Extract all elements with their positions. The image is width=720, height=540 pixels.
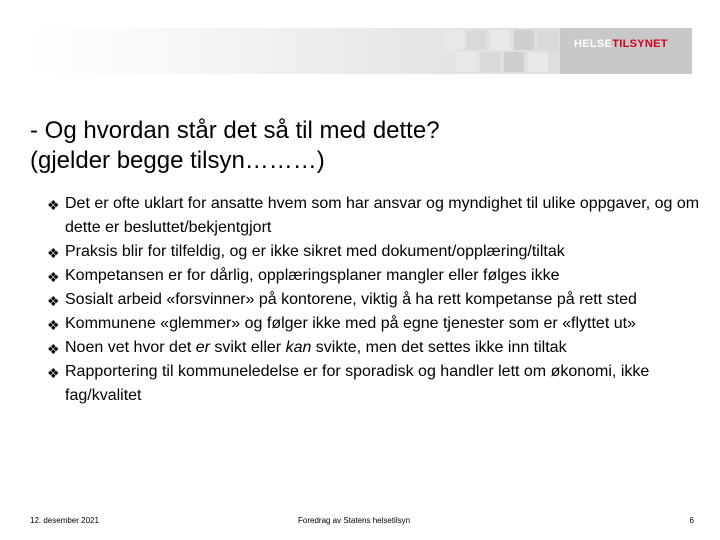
bullet-item: ❖ Rapportering til kommuneledelse er for sporadisk og handler lett om økonomi, ikke fag/kvalitet: [47, 363, 650, 404]
slide-title-line-1: - Og hvordan står det så til med dette?: [30, 117, 440, 144]
bullet-item: ❖ Det er ofte uklart for ansatte hvem som har ansvar og myndighet til ulike oppgaver, og om dette er besluttet/bekjentgjort: [47, 195, 700, 236]
bullet-list: [47, 192, 707, 408]
diamond-bullet-icon: ❖: [47, 365, 60, 381]
bullet-item: ❖ Kompetansen er for dårlig, opplæringsplaner mangler eller følges ikke: [47, 264, 707, 288]
slide-title-line-2: (gjelder begge tilsyn………): [30, 147, 325, 174]
helsetilsynet-logo: [560, 28, 692, 74]
diamond-bullet-icon: ❖: [47, 197, 60, 213]
logo-tagline: ...: [574, 53, 579, 59]
header-decoration: [440, 28, 560, 74]
diamond-bullet-icon: ❖: [47, 293, 60, 309]
logo-name: HELSETILSYNET: [574, 38, 668, 50]
slide-title: [30, 116, 690, 176]
diamond-bullet-icon: ❖: [47, 317, 60, 333]
diamond-bullet-icon: ❖: [47, 269, 60, 285]
bullet-item: ❖ Praksis blir for tilfeldig, og er ikke sikret med dokument/opplæring/tiltak: [47, 240, 707, 264]
bullet-item: ❖ Noen vet hvor det er svikt eller kan svikte, men det settes ikke inn tiltak: [47, 336, 707, 360]
bullet-item: ❖ Sosialt arbeid «forsvinner» på kontorene, viktig å ha rett kompetanse på rett sted: [47, 288, 707, 312]
diamond-bullet-icon: ❖: [47, 341, 60, 357]
footer-presenter: Foredrag av Statens helsetilsyn: [298, 516, 411, 525]
diamond-bullet-icon: ❖: [47, 245, 60, 261]
footer-date: 12. desember 2021: [30, 516, 99, 525]
bullet-item: ❖ Kommunene «glemmer» og følger ikke med på egne tjenester som er «flyttet ut»: [47, 312, 707, 336]
page-number: 6: [689, 516, 694, 525]
